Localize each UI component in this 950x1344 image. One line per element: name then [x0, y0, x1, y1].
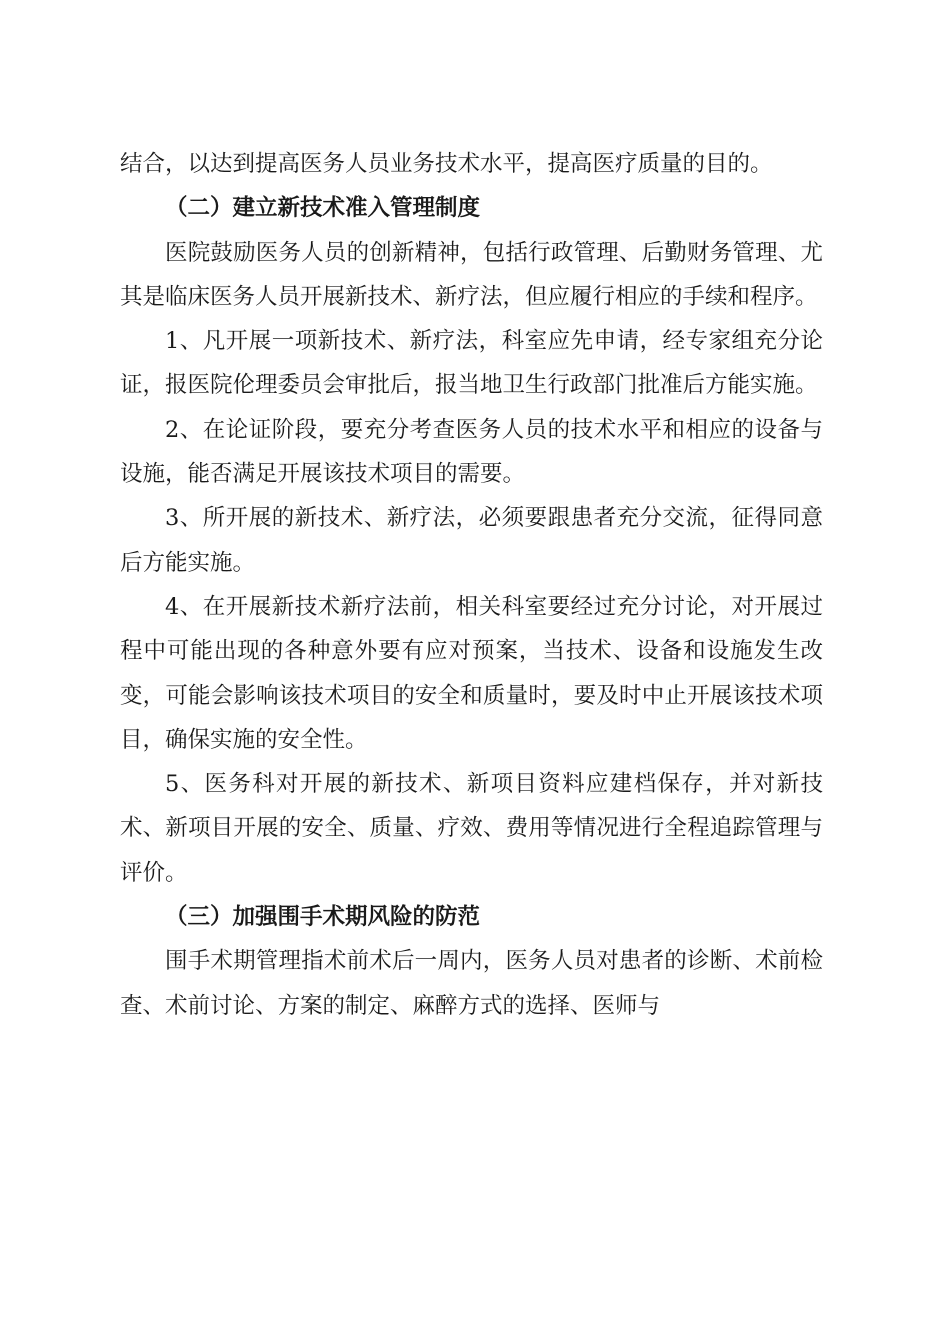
list-item-3: 3、所开展的新技术、新疗法，必须要跟患者充分交流，征得同意后方能实施。 [120, 505, 823, 576]
paragraph-continuation: 结合，以达到提高医务人员业务技术水平，提高医疗质量的目的。 [120, 151, 773, 177]
document-body [120, 142, 823, 1028]
list-item-1: 1、凡开展一项新技术、新疗法，科室应先申请，经专家组充分论证，报医院伦理委员会审批后，报当地卫生行政部门批准后方能实施。 [120, 328, 823, 399]
paragraph-perioperative: 围手术期管理指术前术后一周内，医务人员对患者的诊断、术前检查、术前讨论、方案的制定、麻醉方式的选择、医师与 [120, 948, 823, 1019]
list-item-2: 2、在论证阶段，要充分考查医务人员的技术水平和相应的设备与设施，能否满足开展该技术项目的需要。 [120, 416, 823, 488]
list-item-5: 5、医务科对开展的新技术、新项目资料应建档保存，并对新技术、新项目开展的安全、质量、疗效、费用等情况进行全程追踪管理与评价。 [120, 771, 823, 886]
list-item-4: 4、在开展新技术新疗法前，相关科室要经过充分讨论，对开展过程中可能出现的各种意外要有应对预案，当技术、设备和设施发生改变，可能会影响该技术项目的安全和质量时，要及时中止开展该技术项目，确保实施的安全性。 [120, 593, 823, 753]
section-heading-2: （二）建立新技术准入管理制度 [165, 195, 481, 222]
section-heading-3: （三）加强围手术期风险的防范 [165, 904, 481, 931]
paragraph-encourage-innovation: 医院鼓励医务人员的创新精神，包括行政管理、后勤财务管理、尤其是临床医务人员开展新技术、新疗法，但应履行相应的手续和程序。 [120, 239, 823, 310]
